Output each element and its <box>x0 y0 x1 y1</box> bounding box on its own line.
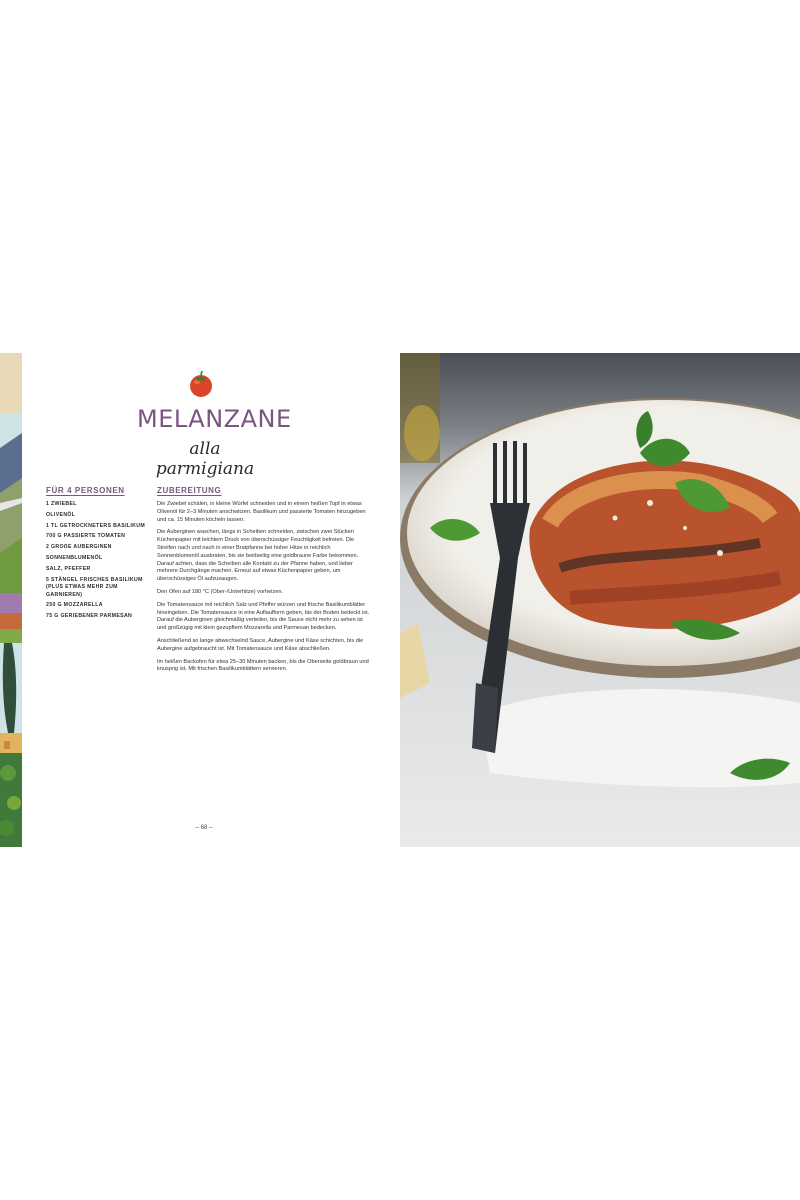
preparation-step: Anschließend so lange abwechselnd Sauce, Aubergine und Käse schichten, bis die Aubergine aufgebraucht ist. Mit Tomatensauce und Käse abschließen. <box>157 637 364 652</box>
ingredients-heading: FÜR 4 PERSONEN <box>46 486 125 495</box>
preparation-column <box>157 486 372 679</box>
ingredient-item: 75 G GERIEBENER PARMESAN <box>46 613 133 620</box>
ingredient-item: 5 STÄNGEL FRISCHES BASILIKUM (PLUS ETWAS MEHR ZUM GARNIEREN) <box>46 576 143 598</box>
ingredient-item: 2 GROẞE AUBERGINEN <box>46 544 112 551</box>
ingredient-item: 1 ZWIEBEL <box>46 501 77 507</box>
recipe-subtitle: alla parmigiana <box>155 439 255 479</box>
page-number: – 68 – <box>195 825 213 831</box>
ingredient-item: OLIVENÖL <box>46 511 76 518</box>
preparation-step: Die Zwiebel schälen, in kleine Würfel schneiden und in einem heißen Topf in etwas Olivenöl für 2–3 Minuten anschwitzen. Basilikum und passierte Tomaten hinzugeben und ca. 15 Minuten köcheln lassen. <box>157 501 366 523</box>
ingredient-item: SONNENBLUMENÖL <box>46 554 103 561</box>
ingredients-list <box>46 501 146 621</box>
recipe-title: MELANZANE <box>137 405 292 433</box>
dish-photo <box>400 353 800 847</box>
ingredient-item: 1 TL GETROCKNETERS BASILIKUM <box>46 522 146 529</box>
book-spread <box>0 353 800 847</box>
ingredient-item: 250 G MOZZARELLA <box>46 602 103 609</box>
landscape-illustration-strip <box>0 353 22 847</box>
preparation-step: Die Auberginen waschen, längs in Scheiben schneiden, zwischen zwei Stücken Küchenpapier mit leichtem Druck von überschüssiger Feuchtigkeit befreien. Die Streifen nach und nach in einer Bratpfanne bei hoher Hitze in reichlich Sonnenblumenöl ausbraten, bis sie beidseitig eine goldbraune Farbe bekommen. Darauf achten, dass die Scheiben alle Kontakt zu der Pfanne haben, und lieber mehrere Durchgänge machen. Erneut auf etwas Küchenpapier geben, um überschüssiges Öl aufzusaugen. <box>157 529 359 583</box>
tomato-icon <box>186 369 216 399</box>
preparation-step: Im heißen Backofen für etwa 25–30 Minuten backen, bis die Oberseite goldbraun und knusprig ist. Mit frischen Basilikumblättern servieren. <box>157 658 369 673</box>
ingredient-item: 700 G PASSIERTE TOMATEN <box>46 533 126 540</box>
preparation-heading: ZUBEREITUNG <box>157 486 222 495</box>
ingredients-column <box>46 486 146 624</box>
preparation-step: Die Tomatensauce mit reichlich Salz und Pfeffer würzen und frische Basilikumblätter hineingeben. Die Tomatensauce in eine Auflaufform geben, bis der Boden bedeckt ist. Darauf die Auberginen gleichmäßig verteilen, bis die Sauce nicht mehr zu sehen ist und großzügig mit klein gezupftem Mozzarella und Parmesan bedecken. <box>157 601 370 632</box>
recipe-page <box>22 353 400 847</box>
preparation-step: Den Ofen auf 180 °C (Ober-/Unterhitze) vorheizen. <box>157 588 283 595</box>
ingredient-item: SALZ, PFEFFER <box>46 565 91 572</box>
